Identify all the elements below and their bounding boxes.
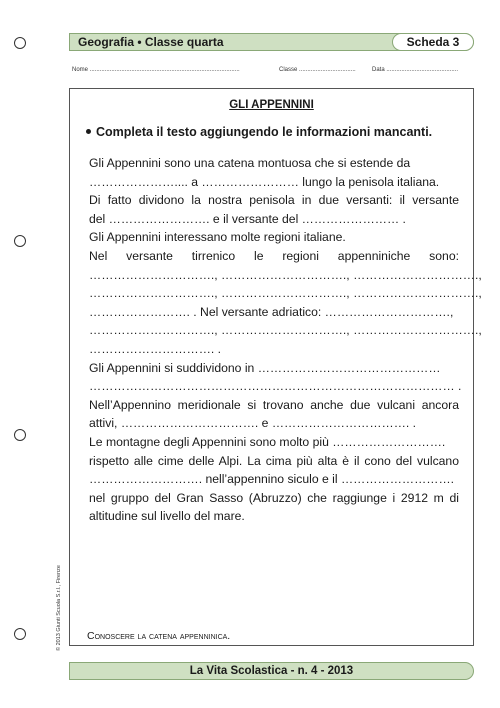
punch-hole-upper-middle [14,235,26,247]
text-line: ………………………. nell’appennino siculo e il ………………………. [89,472,455,487]
copyright-notice: © 2013 Giunti Scuola S.r.l., Firenze [56,565,62,651]
text-line: ………………….... a …………………… lungo la penisola italiana. [89,174,440,189]
bullet-icon [86,129,91,134]
text-line: Gli Appennini sono una catena montuosa che si estende da [89,156,411,170]
text-line: nel gruppo del Gran Sasso (Abruzzo) che raggiunge i 2912 m di [89,490,459,505]
text-line: Le montagne degli Appennini sono molto più ………………………. [89,434,446,449]
sheet-number: Scheda 3 [392,33,474,51]
text-line: …………………………., …………………………., …………………………., [89,323,482,338]
text-line: attivi, ……………………………. e ……………………………. . [89,416,417,431]
header-bar [69,33,474,51]
text-line: …………………………., …………………………., …………………………., [89,286,482,301]
instruction [86,125,432,139]
punch-hole-lower-middle [14,429,26,441]
text-line: …………………………. . [89,341,222,356]
text-line: del ……………………. e il versante del …………………… . [89,211,406,226]
text-line: …………………………., …………………………., …………………………., [89,267,482,282]
text-line: rispetto alle cime delle Alpi. La cima più alta è il cono del vulcano [89,453,459,468]
worksheet-title: GLI APPENNINI [229,99,314,111]
name-field[interactable]: Nome .......................................................................................... [72,67,240,73]
text-line: Gli Appennini interessano molte regioni italiane. [89,230,346,245]
text-line: Gli Appennini si suddividono in ……………………………………… [89,360,441,375]
punch-hole-bottom [14,628,26,640]
punch-hole-top [14,37,26,49]
date-field[interactable]: Data ........................................... [372,67,459,73]
text-line: ……………………. . Nel versante adriatico: …………………………., [89,304,454,319]
text-line: ……………………………………………………………………………… . [89,379,462,394]
class-field[interactable]: Classe .................................. [279,67,356,73]
footer-bar [69,662,474,680]
text-line: Nell’Appennino meridionale si trovano anche due vulcani ancora [89,397,459,412]
subject-label: Geografia • Classe quarta [78,35,224,49]
exercise-text [89,154,482,526]
publication-label: La Vita Scolastica - n. 4 - 2013 [189,665,354,677]
worksheet-box [69,88,482,646]
instruction-text: Completa il testo aggiungendo le informazioni mancanti. [96,125,433,139]
text-line: Nel versante tirrenico le regioni appenniniche sono: [89,248,459,263]
learning-objective: Conoscere la catena appenninica. [87,630,231,642]
text-line: altitudine sul livello del mare. [89,509,245,524]
text-line: Di fatto dividono la nostra penisola in due versanti: il versante [89,193,459,208]
